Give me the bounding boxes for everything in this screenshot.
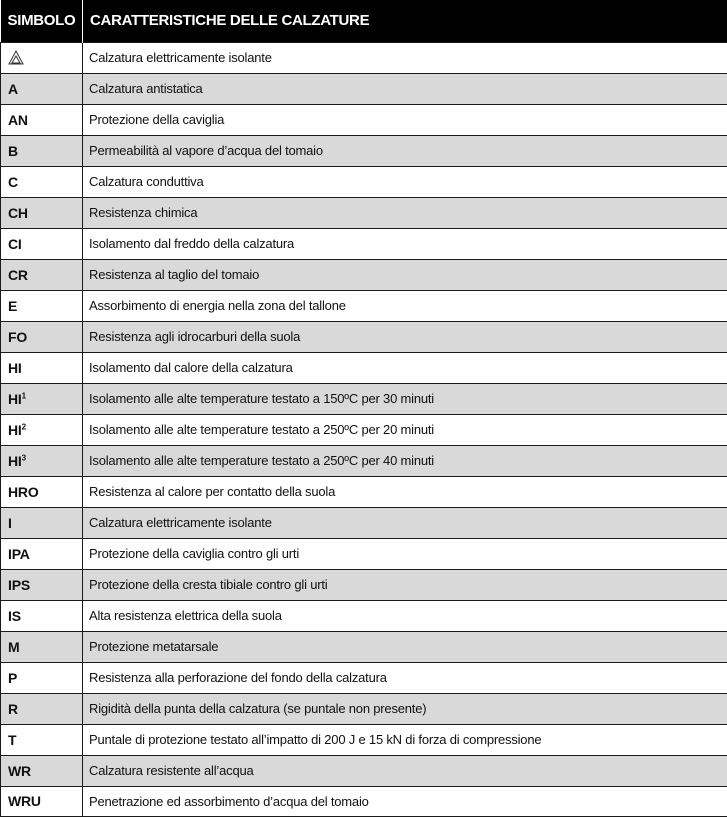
symbol-cell — [1, 352, 83, 383]
description-cell: Resistenza al taglio del tomaio — [83, 259, 727, 290]
table-row — [1, 290, 727, 321]
description-cell: Protezione della caviglia contro gli urti — [83, 538, 727, 569]
description-cell: Rigidità della punta della calzatura (se puntale non presente) — [83, 693, 727, 724]
symbol-code: HI — [8, 453, 22, 469]
symbol-cell — [1, 445, 83, 476]
description-cell: Isolamento alle alte temperature testato a 250ºC per 20 minuti — [83, 414, 727, 445]
description-cell: Resistenza agli idrocarburi della suola — [83, 321, 727, 352]
description-cell: Penetrazione ed assorbimento d’acqua del tomaio — [83, 786, 727, 816]
table-body — [1, 42, 727, 816]
description-cell: Isolamento alle alte temperature testato a 150ºC per 30 minuti — [83, 383, 727, 414]
table-row — [1, 383, 727, 414]
table-row — [1, 197, 727, 228]
symbol-superscript: 2 — [22, 422, 26, 431]
symbol-superscript: 1 — [22, 391, 26, 400]
symbol-cell — [1, 600, 83, 631]
symbol-cell — [1, 569, 83, 600]
symbol-column-header: SIMBOLO — [1, 0, 83, 42]
symbol-code: CH — [8, 205, 28, 221]
symbol-cell — [1, 197, 83, 228]
symbol-code: M — [8, 639, 19, 655]
description-cell: Isolamento alle alte temperature testato a 250ºC per 40 minuti — [83, 445, 727, 476]
table-row — [1, 445, 727, 476]
table-row — [1, 538, 727, 569]
symbol-cell — [1, 476, 83, 507]
table-row — [1, 73, 727, 104]
table-row — [1, 135, 727, 166]
symbol-cell — [1, 507, 83, 538]
table-row — [1, 476, 727, 507]
symbol-cell — [1, 290, 83, 321]
symbol-cell — [1, 166, 83, 197]
symbol-cell — [1, 259, 83, 290]
symbol-superscript: 3 — [22, 453, 26, 462]
table-row — [1, 507, 727, 538]
symbol-code: HRO — [8, 484, 39, 500]
symbol-cell — [1, 228, 83, 259]
symbol-code: WRU — [8, 793, 41, 809]
symbol-code: A — [8, 81, 18, 97]
symbol-code: IPA — [8, 546, 30, 562]
characteristics-column-header: CARATTERISTICHE DELLE CALZATURE — [83, 0, 727, 42]
description-cell: Calzatura elettricamente isolante — [83, 507, 727, 538]
description-cell: Resistenza alla perforazione del fondo della calzatura — [83, 662, 727, 693]
symbol-code: HI — [8, 391, 22, 407]
description-cell: Calzatura antistatica — [83, 73, 727, 104]
symbol-code: HI — [8, 422, 22, 438]
table-row — [1, 321, 727, 352]
symbol-cell — [1, 631, 83, 662]
symbol-cell — [1, 538, 83, 569]
table-row — [1, 693, 727, 724]
electrical-insulation-triangle-icon — [8, 50, 24, 66]
description-cell: Assorbimento di energia nella zona del tallone — [83, 290, 727, 321]
symbol-cell — [1, 662, 83, 693]
symbol-code: WR — [8, 763, 31, 779]
table-row — [1, 569, 727, 600]
description-cell: Alta resistenza elettrica della suola — [83, 600, 727, 631]
table-row — [1, 228, 727, 259]
description-cell: Protezione della caviglia — [83, 104, 727, 135]
description-cell: Calzatura resistente all’acqua — [83, 755, 727, 786]
symbol-code: B — [8, 143, 18, 159]
symbol-cell — [1, 724, 83, 755]
description-cell: Calzatura conduttiva — [83, 166, 727, 197]
symbol-cell — [1, 104, 83, 135]
description-cell: Calzatura elettricamente isolante — [83, 42, 727, 73]
table-row — [1, 755, 727, 786]
symbol-code: CI — [8, 236, 22, 252]
table-row — [1, 42, 727, 73]
table-row — [1, 662, 727, 693]
table-row — [1, 352, 727, 383]
symbol-code: R — [8, 701, 18, 717]
symbol-cell — [1, 73, 83, 104]
symbol-cell — [1, 414, 83, 445]
description-cell: Protezione della cresta tibiale contro gli urti — [83, 569, 727, 600]
table-row — [1, 104, 727, 135]
symbol-code: IS — [8, 608, 21, 624]
symbol-code: FO — [8, 329, 27, 345]
description-cell: Permeabilità al vapore d’acqua del tomaio — [83, 135, 727, 166]
symbol-code: AN — [8, 112, 28, 128]
symbol-code: CR — [8, 267, 28, 283]
symbol-cell — [1, 321, 83, 352]
table-row — [1, 724, 727, 755]
table-row — [1, 414, 727, 445]
description-cell: Puntale di protezione testato all’impatto di 200 J e 15 kN di forza di compressione — [83, 724, 727, 755]
symbol-cell — [1, 755, 83, 786]
symbol-code: IPS — [8, 577, 30, 593]
table-row — [1, 786, 727, 816]
symbol-code: T — [8, 732, 16, 748]
table-row — [1, 631, 727, 662]
symbol-code: E — [8, 298, 17, 314]
symbol-code: C — [8, 174, 18, 190]
symbol-code: HI — [8, 360, 22, 376]
symbol-cell — [1, 42, 83, 73]
description-cell: Isolamento dal freddo della calzatura — [83, 228, 727, 259]
table-header-row — [1, 0, 727, 42]
table-row — [1, 259, 727, 290]
symbol-cell — [1, 135, 83, 166]
symbol-code: I — [8, 515, 12, 531]
table-row — [1, 600, 727, 631]
table-row — [1, 166, 727, 197]
symbol-cell — [1, 383, 83, 414]
symbol-cell — [1, 786, 83, 816]
symbol-code: P — [8, 670, 17, 686]
description-cell: Resistenza al calore per contatto della suola — [83, 476, 727, 507]
symbol-cell — [1, 693, 83, 724]
description-cell: Resistenza chimica — [83, 197, 727, 228]
description-cell: Protezione metatarsale — [83, 631, 727, 662]
description-cell: Isolamento dal calore della calzatura — [83, 352, 727, 383]
